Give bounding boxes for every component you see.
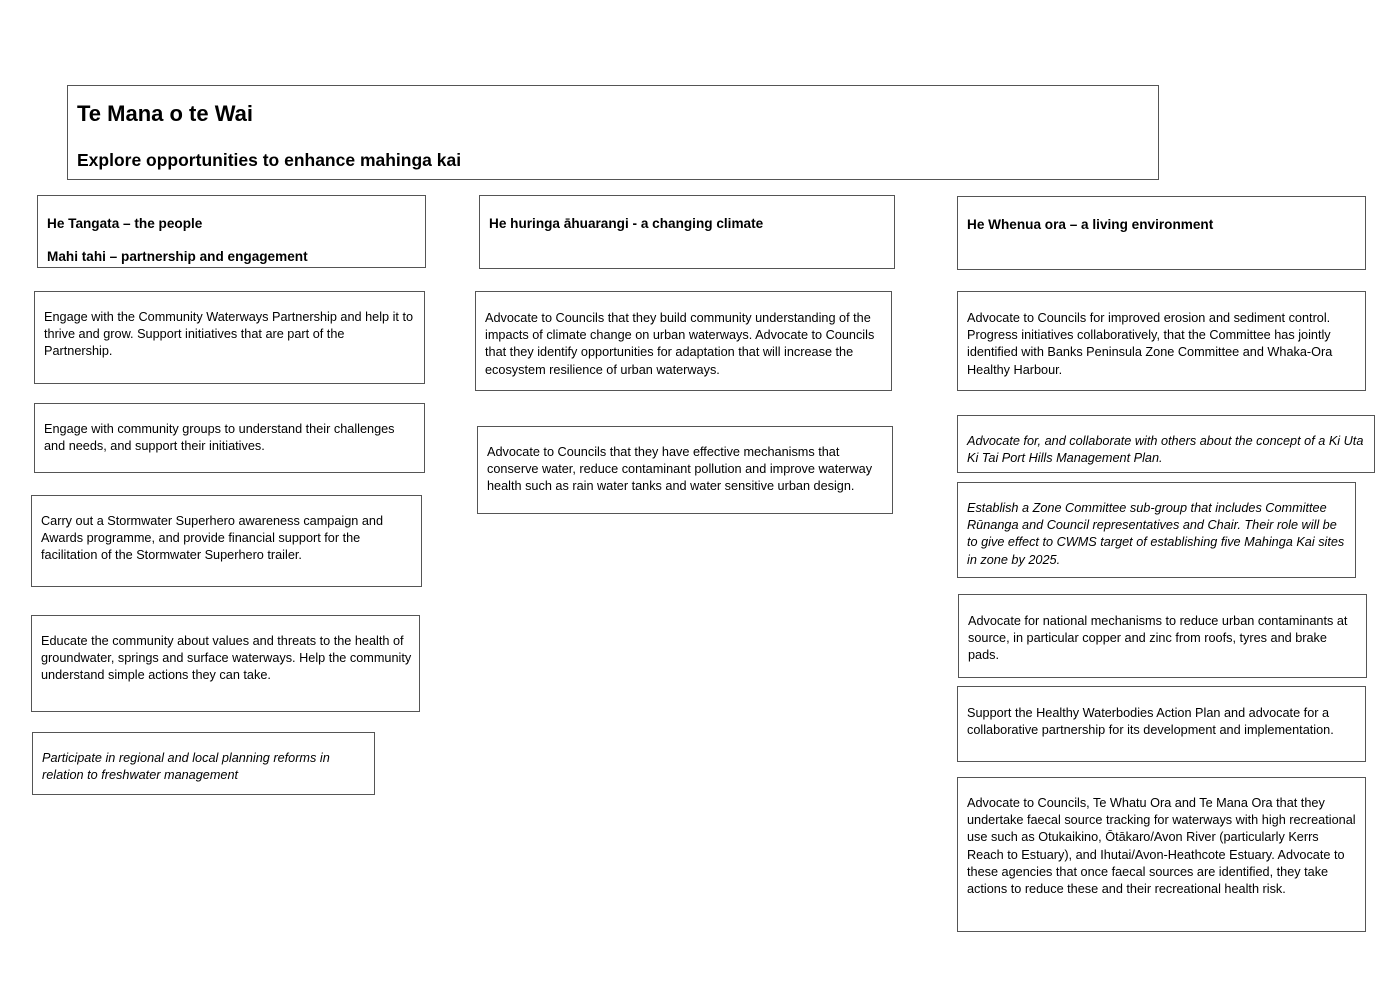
- action-box: [957, 777, 1366, 932]
- action-text: Establish a Zone Committee sub-group that includes Committee Rūnanga and Council representatives and Chair. Their role will be to give effect to CWMS target of establishing five Mahinga Kai sites in zone by 2025.: [967, 501, 1345, 567]
- action-box: [34, 291, 425, 384]
- action-box: [475, 291, 892, 391]
- header-box: [67, 85, 1159, 180]
- action-box: [31, 615, 420, 712]
- action-text: Participate in regional and local planning reforms in relation to freshwater management: [42, 751, 330, 783]
- action-text: Engage with the Community Waterways Partnership and help it to thrive and grow. Support initiatives that are part of the Partnership.: [44, 310, 414, 359]
- action-box: [957, 482, 1356, 578]
- action-box: [32, 732, 375, 795]
- action-text: Engage with community groups to understand their challenges and needs, and support their initiatives.: [44, 422, 395, 454]
- column-heading-subtitle: Mahi tahi – partnership and engagement: [47, 249, 308, 264]
- column-heading-people: [37, 195, 426, 268]
- action-text: Carry out a Stormwater Superhero awareness campaign and Awards programme, and provide financial support for the facilitation of the Stormwater Superhero trailer.: [41, 514, 384, 563]
- action-text: Advocate to Councils that they have effective mechanisms that conserve water, reduce contaminant pollution and improve waterway health such as rain water tanks and water sensitive urban design.: [487, 445, 873, 494]
- action-box: [31, 495, 422, 587]
- action-box: [957, 415, 1375, 473]
- action-box: [958, 594, 1367, 678]
- column-heading-title: He huringa āhuarangi - a changing climate: [489, 216, 764, 231]
- action-box: [477, 426, 893, 514]
- action-text: Support the Healthy Waterbodies Action Plan and advocate for a collaborative partnership for its development and implementation.: [967, 706, 1334, 738]
- action-text: Advocate to Councils that they build community understanding of the impacts of climate change on urban waterways. Advocate to Councils that they identify opportunities for adaptation that will increase the ecosystem resilience of urban waterways.: [485, 311, 875, 377]
- page-subtitle: Explore opportunities to enhance mahinga kai: [77, 150, 462, 170]
- page-title: Te Mana o te Wai: [77, 101, 254, 126]
- action-box: [957, 686, 1366, 762]
- action-text: Advocate to Councils, Te Whatu Ora and Te Mana Ora that they undertake faecal source tracking for waterways with high recreational use such as Otukaikino, Ōtākaro/Avon River (particularly Kerrs Reach to Estuary), and Ihutai/Avon-Heathcote Estuary. Advocate to these agencies that once faecal sources are identified, they take actions to reduce these and their recreational health risk.: [967, 796, 1356, 897]
- column-heading-environment: [957, 196, 1366, 270]
- action-text: Educate the community about values and threats to the health of groundwater, springs and surface waterways. Help the community understand simple actions they can take.: [41, 634, 412, 683]
- action-text: Advocate for national mechanisms to reduce urban contaminants at source, in particular copper and zinc from roofs, tyres and brake pads.: [968, 614, 1348, 663]
- column-heading-title: He Whenua ora – a living environment: [967, 217, 1214, 232]
- column-heading-climate: [479, 195, 895, 269]
- action-box: [957, 291, 1366, 391]
- action-box: [34, 403, 425, 473]
- column-heading-title: He Tangata – the people: [47, 216, 203, 231]
- action-text: Advocate for, and collaborate with others about the concept of a Ki Uta Ki Tai Port Hills Management Plan.: [967, 434, 1364, 466]
- action-text: Advocate to Councils for improved erosion and sediment control. Progress initiatives collaboratively, that the Committee has jointly identified with Banks Peninsula Zone Committee and Whaka-Ora Healthy Harbour.: [967, 311, 1333, 377]
